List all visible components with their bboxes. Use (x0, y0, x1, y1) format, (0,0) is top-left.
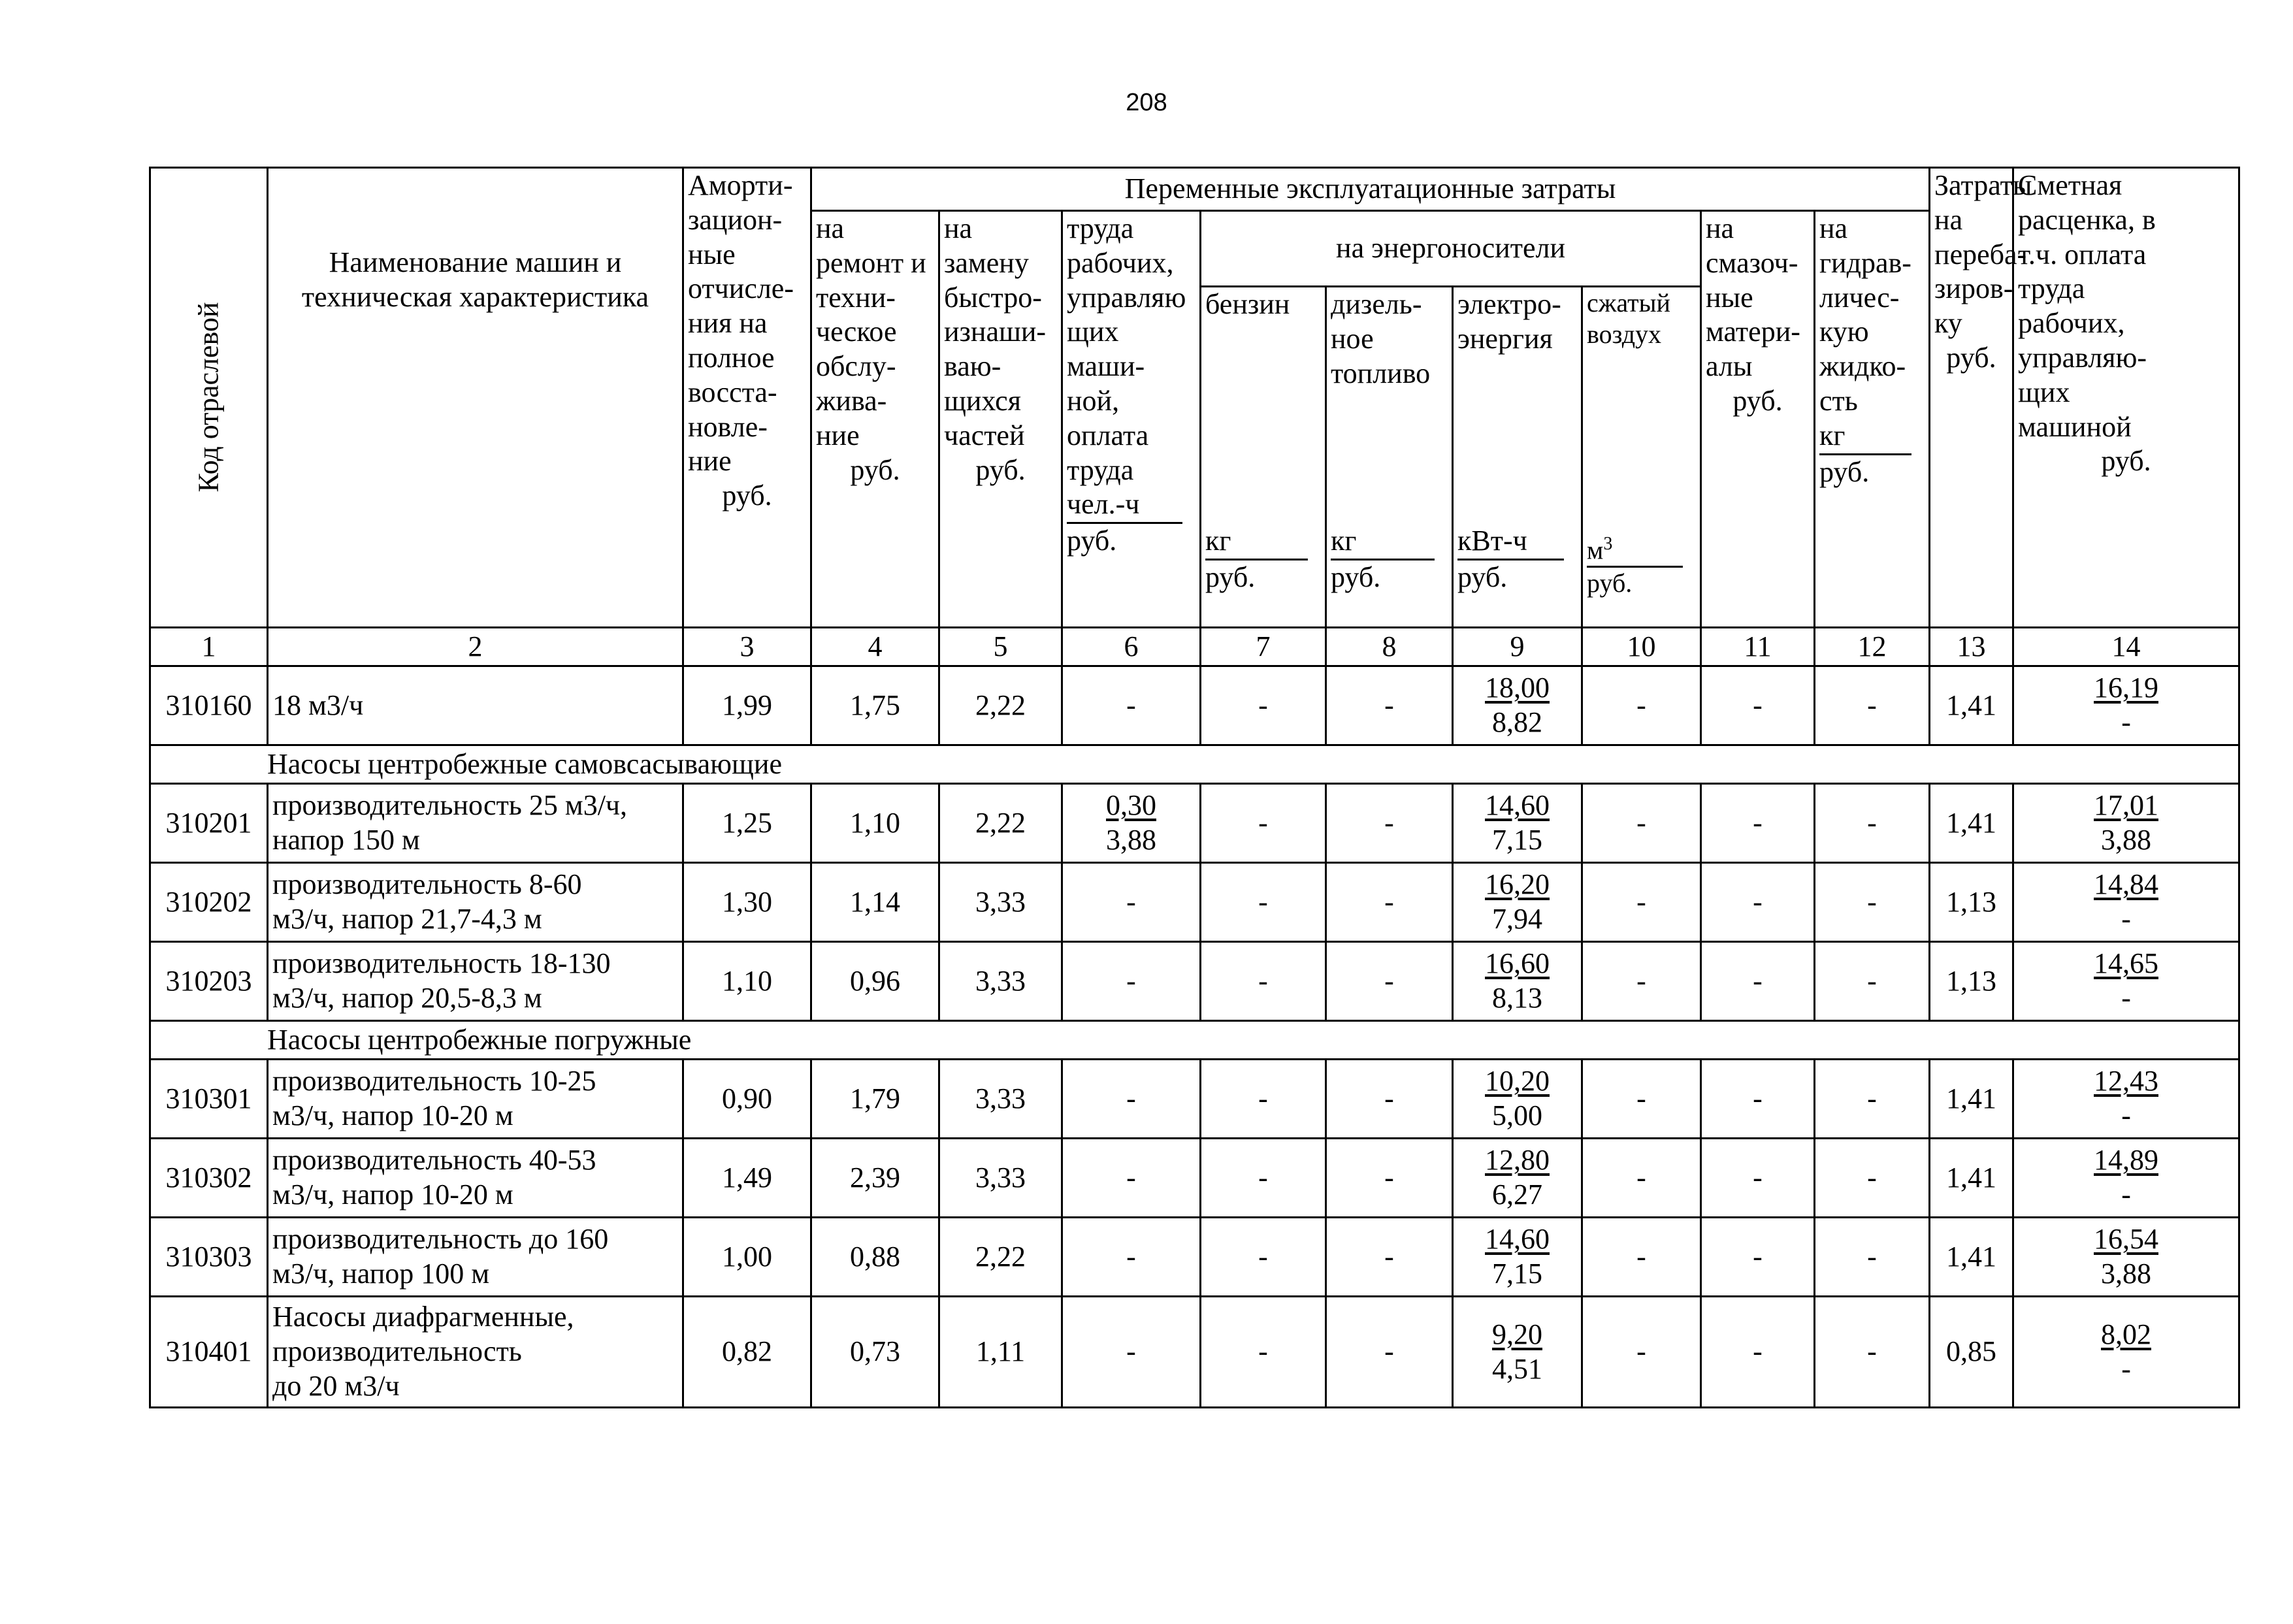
unit-diesel-num: кг (1331, 524, 1435, 560)
unit-petrol-den: руб. (1205, 560, 1256, 593)
header-lube (1701, 211, 1815, 628)
cell-estimate-value (2094, 1064, 2158, 1133)
unit-diesel (1331, 524, 1448, 595)
cell-diesel: - (1326, 1139, 1453, 1218)
unit-air-den: руб. (1587, 568, 1633, 598)
cell-labor (1062, 1060, 1201, 1139)
header-code (150, 168, 268, 628)
cell-estimate-top: 14,84 (2094, 868, 2159, 901)
cell-labor-value (1126, 1240, 1136, 1275)
row-name: производительность 10-25 м3/ч, напор 10-20 м (268, 1060, 683, 1139)
column-number: 2 (268, 628, 683, 666)
cell-estimate-bottom: - (2121, 1352, 2131, 1385)
row-code: 310303 (150, 1218, 268, 1297)
cell-petrol: - (1201, 1060, 1326, 1139)
cell-air: - (1582, 666, 1701, 745)
cell-air: - (1582, 784, 1701, 863)
cell-lube: - (1701, 1218, 1815, 1297)
column-number: 10 (1582, 628, 1701, 666)
header-lube-label: на смазоч- ные матери- алы (1706, 212, 1800, 383)
cell-electro-value (1485, 868, 1550, 937)
header-amortization-label: Аморти- зацион- ные отчисле- ния на полное восста- новле- ние (688, 169, 794, 478)
header-transport-label: Затраты на переба- зиров- ку (1934, 169, 2032, 340)
cell-hydro: - (1815, 1218, 1930, 1297)
cell-electro (1453, 1060, 1582, 1139)
cell-repair: 1,75 (811, 666, 939, 745)
header-estimate-label: Сметная расценка, в т.ч. оплата труда рабочих, управляю- щих машиной (2018, 169, 2156, 443)
cell-electro-bottom: 7,15 (1492, 1258, 1542, 1290)
cell-repair: 1,14 (811, 863, 939, 942)
cell-electro (1453, 942, 1582, 1021)
column-number: 12 (1815, 628, 1930, 666)
row-code: 310160 (150, 666, 268, 745)
cell-diesel: - (1326, 784, 1453, 863)
cell-petrol: - (1201, 942, 1326, 1021)
unit-hydro-den: руб. (1819, 455, 1870, 488)
unit-labor-num: чел.-ч (1067, 487, 1182, 524)
row-name: производительность до 160 м3/ч, напор 100 м (268, 1218, 683, 1297)
cell-petrol: - (1201, 784, 1326, 863)
column-number: 13 (1930, 628, 2013, 666)
cell-amortization: 1,00 (683, 1218, 811, 1297)
header-petrol (1201, 287, 1326, 628)
cell-labor (1062, 666, 1201, 745)
column-number: 4 (811, 628, 939, 666)
row-name: производительность 25 м3/ч, напор 150 м (268, 784, 683, 863)
cell-repair: 0,96 (811, 942, 939, 1021)
cell-lube: - (1701, 784, 1815, 863)
cell-estimate (2013, 863, 2239, 942)
row-code: 310302 (150, 1139, 268, 1218)
cell-estimate (2013, 1060, 2239, 1139)
unit-petrol-num: кг (1205, 524, 1308, 560)
header-replace-label: на замену быстро- изнаши- ваю- щихся частей (944, 212, 1047, 451)
header-code-label: Код отраслевой (192, 302, 225, 493)
cell-estimate-value (2094, 788, 2158, 858)
header-electro-label: электро- энергия (1457, 288, 1561, 355)
cell-electro-value (1492, 1318, 1542, 1387)
cell-electro-bottom: 8,82 (1492, 706, 1542, 738)
cell-electro-value (1485, 788, 1550, 858)
cell-electro (1453, 863, 1582, 942)
cell-electro-bottom: 4,51 (1492, 1352, 1542, 1385)
row-name: 18 м3/ч (268, 666, 683, 745)
cell-labor (1062, 1218, 1201, 1297)
cell-transport: 0,85 (1930, 1297, 2013, 1408)
row-code: 310401 (150, 1297, 268, 1408)
cell-estimate (2013, 1297, 2239, 1408)
cell-labor-top: - (1126, 885, 1136, 918)
unit-electro-num: кВт-ч (1457, 524, 1564, 560)
cell-diesel: - (1326, 1218, 1453, 1297)
cell-electro-value (1485, 1222, 1550, 1291)
cell-labor-value (1126, 1161, 1136, 1195)
cell-lube: - (1701, 1139, 1815, 1218)
cell-electro (1453, 1139, 1582, 1218)
cell-electro-top: 14,60 (1485, 1223, 1550, 1256)
cell-estimate-top: 14,65 (2094, 947, 2159, 980)
cell-estimate-value (2094, 1143, 2158, 1212)
cell-estimate-top: 16,19 (2094, 672, 2159, 704)
cell-transport: 1,13 (1930, 863, 2013, 942)
header-air (1582, 287, 1701, 628)
cell-hydro: - (1815, 1139, 1930, 1218)
cell-air: - (1582, 1218, 1701, 1297)
cell-estimate-value (2094, 947, 2158, 1016)
cell-labor-top: - (1126, 1335, 1136, 1368)
cell-diesel: - (1326, 863, 1453, 942)
unit-air (1587, 533, 1696, 599)
row-name: производительность 40-53 м3/ч, напор 10-20 м (268, 1139, 683, 1218)
cell-labor (1062, 784, 1201, 863)
cell-labor (1062, 1139, 1201, 1218)
header-hydro (1815, 211, 1930, 628)
cell-labor-top: - (1126, 1161, 1136, 1194)
cell-labor-top: - (1126, 964, 1136, 997)
unit-labor-den: руб. (1067, 525, 1117, 557)
unit-m3-sup: 3 (1603, 534, 1613, 554)
cell-labor-top: - (1126, 1240, 1136, 1273)
table-row (150, 666, 2239, 745)
cell-estimate-bottom: 3,88 (2101, 1258, 2152, 1290)
cell-transport: 1,41 (1930, 784, 2013, 863)
cell-labor-value (1126, 689, 1136, 723)
table-row (150, 863, 2239, 942)
cell-labor (1062, 1297, 1201, 1408)
cell-electro-top: 18,00 (1485, 672, 1550, 704)
cell-transport: 1,41 (1930, 1139, 2013, 1218)
header-air-label: сжатый воздух (1587, 288, 1670, 349)
cell-estimate (2013, 942, 2239, 1021)
row-code: 310301 (150, 1060, 268, 1139)
header-petrol-label: бензин (1205, 288, 1290, 320)
unit-electro-den: руб. (1457, 560, 1508, 593)
cell-amortization: 1,30 (683, 863, 811, 942)
cell-hydro: - (1815, 1060, 1930, 1139)
cell-diesel: - (1326, 942, 1453, 1021)
cell-estimate-bottom: - (2121, 1099, 2131, 1131)
cell-labor-top: 0,30 (1106, 789, 1156, 822)
cell-petrol: - (1201, 1139, 1326, 1218)
cell-lube: - (1701, 1297, 1815, 1408)
cell-estimate-bottom: - (2121, 1178, 2131, 1210)
unit-rub: руб. (2101, 445, 2151, 478)
cell-replace: 3,33 (939, 863, 1062, 942)
table-row (150, 1060, 2239, 1139)
cell-estimate-value (2101, 1318, 2151, 1387)
cell-petrol: - (1201, 863, 1326, 942)
header-name (268, 168, 683, 628)
cell-electro-value (1485, 671, 1550, 740)
header-electro (1453, 287, 1582, 628)
cell-estimate-top: 8,02 (2101, 1318, 2152, 1350)
cell-estimate (2013, 784, 2239, 863)
table-row (150, 1218, 2239, 1297)
cell-labor-value (1106, 788, 1156, 858)
cell-amortization: 1,99 (683, 666, 811, 745)
cell-electro (1453, 666, 1582, 745)
header-hydro-label: на гидрав- личес- кую жидко- сть (1819, 212, 1911, 417)
column-number: 1 (150, 628, 268, 666)
cell-labor-value (1126, 1335, 1136, 1369)
group-title: Насосы центробежные погружные (150, 1021, 2239, 1060)
cell-electro-top: 9,20 (1492, 1318, 1542, 1350)
cell-air: - (1582, 1139, 1701, 1218)
cell-amortization: 1,10 (683, 942, 811, 1021)
cell-electro-bottom: 6,27 (1492, 1178, 1542, 1210)
row-name: Насосы диафрагменные, производительность до 20 м3/ч (268, 1297, 683, 1408)
cell-electro-bottom: 7,15 (1492, 824, 1542, 856)
header-diesel (1326, 287, 1453, 628)
header-repair-label: на ремонт и техни- ческое обслу- жива- ние (816, 212, 926, 451)
cell-transport: 1,13 (1930, 942, 2013, 1021)
column-number: 11 (1701, 628, 1815, 666)
cell-air: - (1582, 863, 1701, 942)
unit-rub: руб. (1946, 341, 1996, 374)
cell-estimate-top: 12,43 (2094, 1065, 2159, 1097)
column-number: 14 (2013, 628, 2239, 666)
cell-electro (1453, 1297, 1582, 1408)
group-row (150, 1021, 2239, 1060)
column-number: 5 (939, 628, 1062, 666)
cell-electro-top: 12,80 (1485, 1144, 1550, 1177)
header-labor-label: труда рабочих, управляю щих маши- ной, оплата труда (1067, 212, 1186, 486)
header-labor (1062, 211, 1201, 628)
page-number: 208 (1126, 89, 1167, 116)
cell-labor-top: - (1126, 689, 1136, 721)
unit-rub: руб. (722, 479, 772, 512)
row-code: 310202 (150, 863, 268, 942)
unit-labor (1067, 487, 1195, 559)
table-row (150, 784, 2239, 863)
cell-labor-value (1126, 1082, 1136, 1116)
cell-replace: 2,22 (939, 1218, 1062, 1297)
cell-repair: 2,39 (811, 1139, 939, 1218)
cell-electro-bottom: 5,00 (1492, 1099, 1542, 1131)
cell-transport: 1,41 (1930, 1060, 2013, 1139)
cell-repair: 0,73 (811, 1297, 939, 1408)
header-diesel-label: дизель- ное топливо (1331, 288, 1431, 389)
cell-replace: 3,33 (939, 942, 1062, 1021)
cell-estimate-bottom: 3,88 (2101, 824, 2152, 856)
cell-electro (1453, 1218, 1582, 1297)
column-number: 3 (683, 628, 811, 666)
cell-amortization: 0,90 (683, 1060, 811, 1139)
cell-amortization: 1,49 (683, 1139, 811, 1218)
cell-repair: 1,79 (811, 1060, 939, 1139)
group-title: Насосы центробежные самовсасывающие (150, 745, 2239, 784)
cell-diesel: - (1326, 666, 1453, 745)
column-number: 9 (1453, 628, 1582, 666)
cell-estimate-top: 16,54 (2094, 1223, 2159, 1256)
column-number: 8 (1326, 628, 1453, 666)
cell-replace: 1,11 (939, 1297, 1062, 1408)
cell-estimate-bottom: - (2121, 706, 2131, 738)
group-row (150, 745, 2239, 784)
cell-lube: - (1701, 863, 1815, 942)
cell-labor (1062, 863, 1201, 942)
unit-air-num (1587, 533, 1683, 568)
cell-labor (1062, 942, 1201, 1021)
cell-transport: 1,41 (1930, 666, 2013, 745)
header-repair (811, 211, 939, 628)
table-row (150, 1139, 2239, 1218)
row-code: 310203 (150, 942, 268, 1021)
unit-rub: руб. (1732, 384, 1783, 417)
cell-diesel: - (1326, 1297, 1453, 1408)
cell-hydro: - (1815, 863, 1930, 942)
header-name-label: Наименование машин и техническая характеристика (301, 246, 649, 313)
cell-electro-top: 16,60 (1485, 947, 1550, 980)
cell-amortization: 0,82 (683, 1297, 811, 1408)
cell-labor-top: - (1126, 1082, 1136, 1114)
cell-air: - (1582, 942, 1701, 1021)
cell-hydro: - (1815, 942, 1930, 1021)
column-number: 6 (1062, 628, 1201, 666)
table-row (150, 942, 2239, 1021)
header-amortization (683, 168, 811, 628)
header-variable-costs: Переменные эксплуатационные затраты (811, 168, 1930, 211)
cell-labor-value (1126, 964, 1136, 999)
cell-estimate-bottom: - (2121, 982, 2131, 1014)
cell-estimate-value (2094, 868, 2158, 937)
cell-electro-bottom: 7,94 (1492, 903, 1542, 935)
cell-petrol: - (1201, 1218, 1326, 1297)
cell-labor-value (1126, 885, 1136, 920)
cell-air: - (1582, 1060, 1701, 1139)
row-name: производительность 18-130 м3/ч, напор 20,5-8,3 м (268, 942, 683, 1021)
column-numbers-row (150, 628, 2239, 666)
cell-hydro: - (1815, 1297, 1930, 1408)
cell-petrol: - (1201, 666, 1326, 745)
cell-estimate-top: 17,01 (2094, 789, 2159, 822)
cell-lube: - (1701, 1060, 1815, 1139)
cell-replace: 2,22 (939, 666, 1062, 745)
unit-hydro (1819, 419, 1925, 490)
header-transport (1930, 168, 2032, 628)
cell-estimate (2013, 1139, 2239, 1218)
cell-electro-value (1485, 1143, 1550, 1212)
cell-estimate-bottom: - (2121, 903, 2131, 935)
cell-diesel: - (1326, 1060, 1453, 1139)
unit-diesel-den: руб. (1331, 560, 1381, 593)
cell-hydro: - (1815, 666, 1930, 745)
unit-electro (1457, 524, 1577, 595)
cell-estimate-value (2094, 671, 2158, 740)
cell-replace: 3,33 (939, 1060, 1062, 1139)
cell-estimate-value (2094, 1222, 2158, 1291)
column-number: 7 (1201, 628, 1326, 666)
cell-estimate-top: 14,89 (2094, 1144, 2159, 1177)
header-energy: на энергоносители (1201, 211, 1701, 287)
cell-electro-value (1485, 1064, 1550, 1133)
cell-electro-top: 10,20 (1485, 1065, 1550, 1097)
cell-lube: - (1701, 666, 1815, 745)
cell-amortization: 1,25 (683, 784, 811, 863)
cell-repair: 0,88 (811, 1218, 939, 1297)
unit-petrol (1205, 524, 1321, 595)
cell-estimate (2013, 666, 2239, 745)
cell-electro-top: 16,20 (1485, 868, 1550, 901)
cell-replace: 2,22 (939, 784, 1062, 863)
row-name: производительность 8-60 м3/ч, напор 21,7-4,3 м (268, 863, 683, 942)
unit-rub: руб. (975, 453, 1026, 486)
cell-estimate (2013, 1218, 2239, 1297)
unit-m3: м (1587, 535, 1604, 565)
cell-air: - (1582, 1297, 1701, 1408)
cell-replace: 3,33 (939, 1139, 1062, 1218)
cell-hydro: - (1815, 784, 1930, 863)
cell-lube: - (1701, 942, 1815, 1021)
cell-electro-top: 14,60 (1485, 789, 1550, 822)
cell-petrol: - (1201, 1297, 1326, 1408)
machine-cost-table (149, 167, 2240, 1408)
cell-repair: 1,10 (811, 784, 939, 863)
row-code: 310201 (150, 784, 268, 863)
unit-rub: руб. (850, 453, 900, 486)
cell-labor-bottom: 3,88 (1106, 824, 1156, 856)
cell-electro (1453, 784, 1582, 863)
header-estimate (2013, 168, 2239, 628)
table-row (150, 1297, 2239, 1408)
cell-transport: 1,41 (1930, 1218, 2013, 1297)
cell-electro-bottom: 8,13 (1492, 982, 1542, 1014)
header-replace (939, 211, 1062, 628)
cell-electro-value (1485, 947, 1550, 1016)
unit-hydro-num: кг (1819, 419, 1911, 455)
